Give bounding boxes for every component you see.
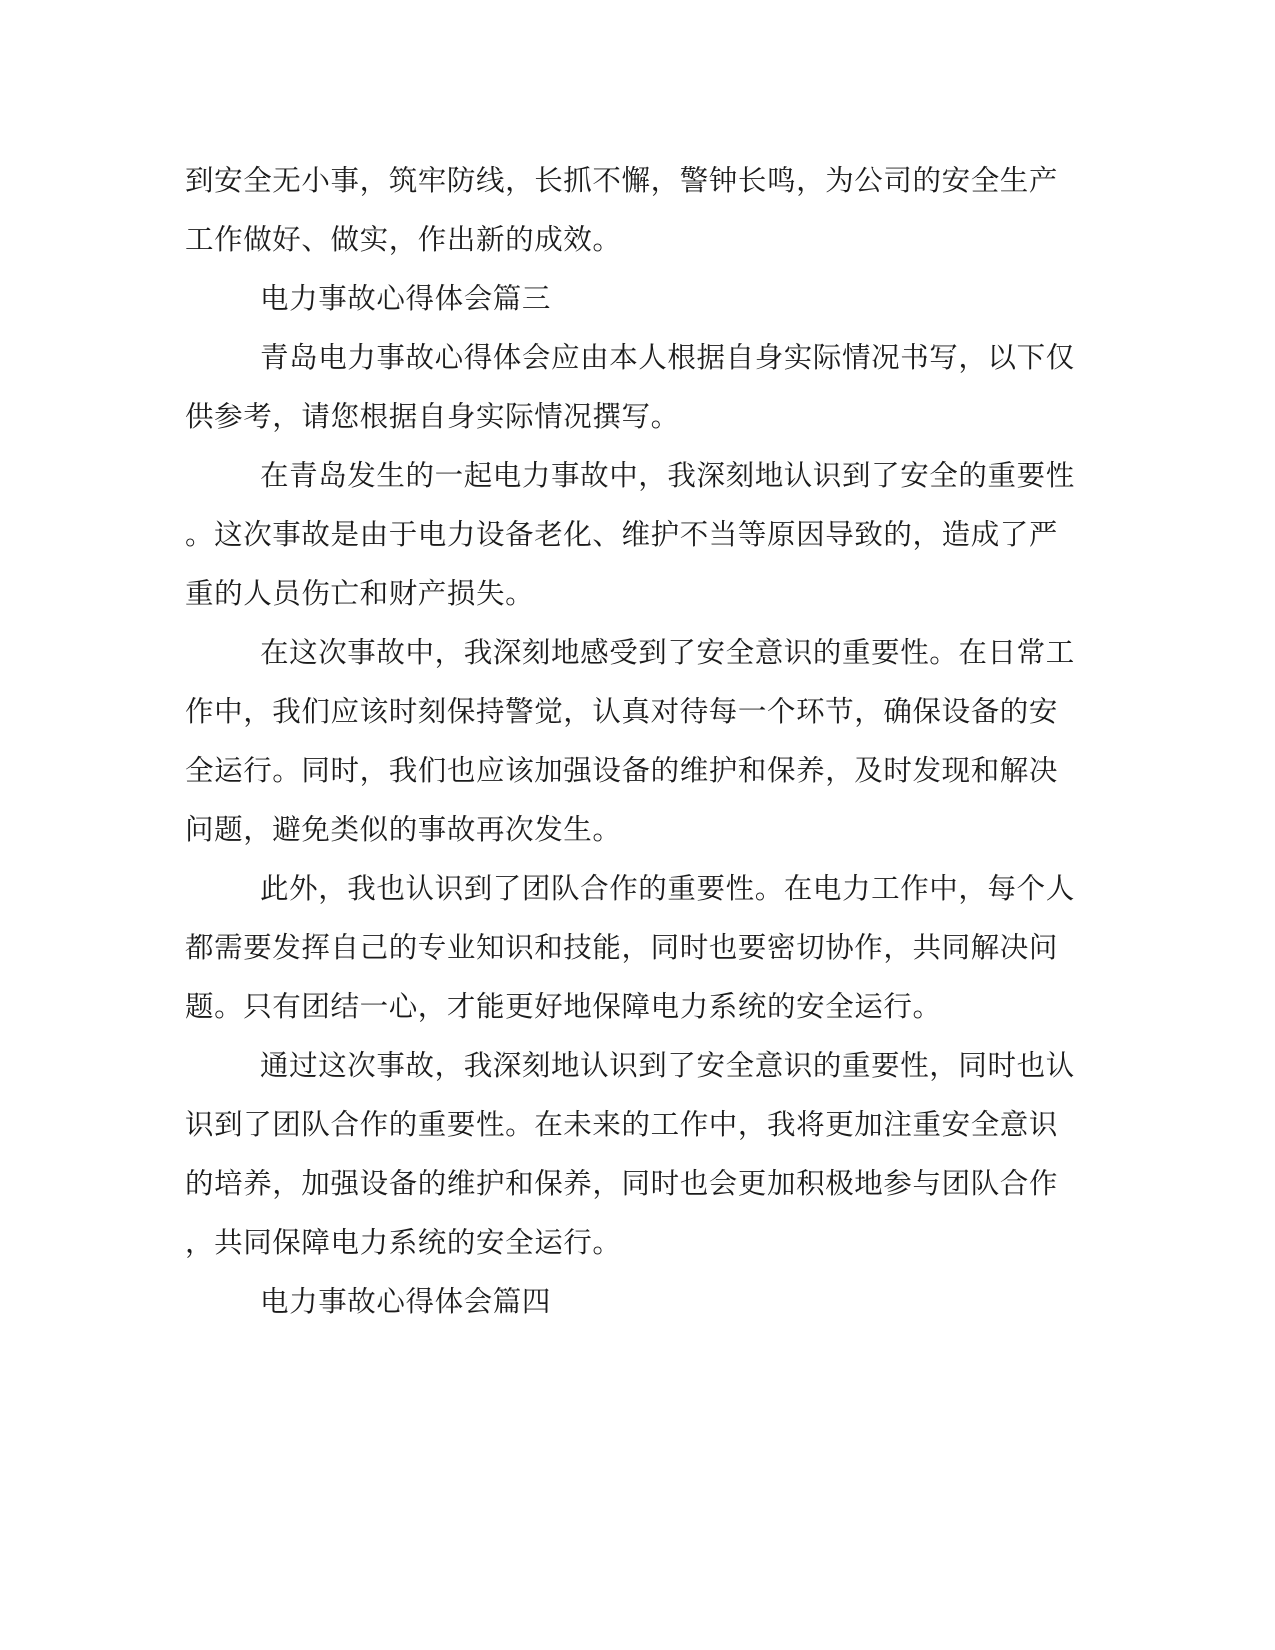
paragraph-line: 题。只有团结一心，才能更好地保障电力系统的安全运行。: [185, 990, 942, 1023]
paragraph-line: 都需要发挥自己的专业知识和技能，同时也要密切协作，共同解决问: [185, 931, 1059, 964]
section-heading: 电力事故心得体会篇三: [260, 282, 552, 315]
paragraph-line: 作中，我们应该时刻保持警觉，认真对待每一个环节，确保设备的安: [185, 695, 1059, 728]
paragraph-line: 。这次事故是由于电力设备老化、维护不当等原因导致的，造成了严: [185, 518, 1059, 551]
paragraph-line: 通过这次事故，我深刻地认识到了安全意识的重要性，同时也认: [260, 1049, 1075, 1082]
paragraph-line: 在这次事故中，我深刻地感受到了安全意识的重要性。在日常工: [260, 636, 1075, 669]
section-heading: 电力事故心得体会篇四: [260, 1285, 552, 1318]
paragraph-line: 识到了团队合作的重要性。在未来的工作中，我将更加注重安全意识: [185, 1108, 1059, 1141]
paragraph-line: ，共同保障电力系统的安全运行。: [185, 1226, 622, 1259]
paragraph-line: 此外，我也认识到了团队合作的重要性。在电力工作中，每个人: [260, 872, 1075, 905]
paragraph-line: 在青岛发生的一起电力事故中，我深刻地认识到了安全的重要性: [260, 459, 1075, 492]
paragraph-line: 重的人员伤亡和财产损失。: [185, 577, 535, 610]
paragraph-line: 全运行。同时，我们也应该加强设备的维护和保养，及时发现和解决: [185, 754, 1059, 787]
paragraph-line: 工作做好、做实，作出新的成效。: [185, 223, 622, 256]
paragraph-line: 青岛电力事故心得体会应由本人根据自身实际情况书写，以下仅: [260, 341, 1075, 374]
paragraph-line: 的培养，加强设备的维护和保养，同时也会更加积极地参与团队合作: [185, 1167, 1059, 1200]
paragraph-line: 到安全无小事，筑牢防线，长抓不懈，警钟长鸣，为公司的安全生产: [185, 164, 1059, 197]
paragraph-line: 供参考，请您根据自身实际情况撰写。: [185, 400, 680, 433]
paragraph-line: 问题，避免类似的事故再次发生。: [185, 813, 622, 846]
